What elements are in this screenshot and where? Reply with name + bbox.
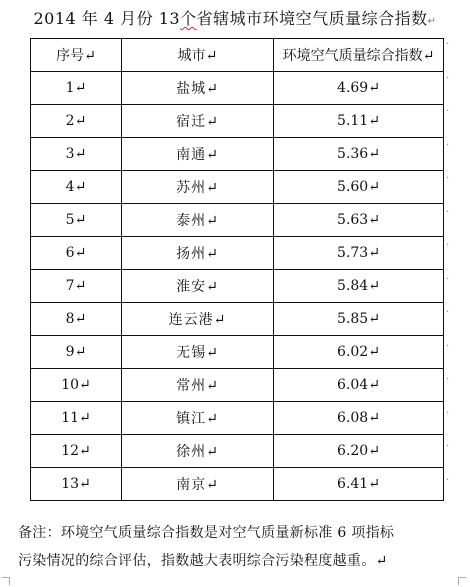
row-city: 徐州↵ [122, 435, 274, 468]
table-row [31, 204, 444, 237]
row-city: 无锡↵ [122, 336, 274, 369]
footnote-line-1: 备注：环境空气质量综合指数是对空气质量新标准 6 项指标 [18, 525, 395, 541]
table-row [31, 105, 444, 138]
header-index: 环境空气质量综合指数↵ [274, 39, 444, 72]
page-title [0, 6, 470, 29]
table-body [31, 72, 444, 501]
table-row [31, 138, 444, 171]
row-end-mark: · [446, 39, 450, 50]
table-row [31, 402, 444, 435]
row-city: 常州↵ [122, 369, 274, 402]
row-city: 扬州↵ [122, 237, 274, 270]
row-index-value: 5.73↵ [274, 237, 444, 270]
row-number: 10↵ [31, 369, 122, 402]
row-end-mark: · [446, 474, 450, 486]
row-end-marks [446, 38, 456, 507]
table-row [31, 270, 444, 303]
table-row [31, 468, 444, 501]
row-end-mark: · [446, 106, 450, 117]
air-quality-table [30, 38, 444, 501]
row-end-mark: · [446, 340, 450, 352]
row-number: 6↵ [31, 237, 122, 270]
row-index-value: 4.69↵ [274, 72, 444, 105]
row-end-mark: · [446, 407, 450, 419]
paragraph-mark: ↵ [427, 16, 437, 27]
header-number: 序号↵ [31, 39, 122, 72]
row-end-mark: · [446, 173, 450, 184]
row-index-value: 5.85↵ [274, 303, 444, 336]
row-city: 盐城↵ [122, 72, 274, 105]
row-number: 12↵ [31, 435, 122, 468]
row-end-mark: · [446, 273, 450, 285]
title-spellcheck-word: 个 [180, 9, 197, 28]
table-row [31, 171, 444, 204]
page-corner-mark-left [2, 577, 10, 585]
row-end-mark: · [446, 240, 450, 251]
row-end-mark: · [446, 72, 450, 84]
row-city: 宿迁↵ [122, 105, 274, 138]
row-index-value: 6.04↵ [274, 369, 444, 402]
row-number: 1↵ [31, 72, 122, 105]
row-index-value: 6.20↵ [274, 435, 444, 468]
table-row [31, 336, 444, 369]
row-city: 南京↵ [122, 468, 274, 501]
table-header-row [31, 39, 444, 72]
row-index-value: 6.41↵ [274, 468, 444, 501]
table-row [31, 237, 444, 270]
footnote-line-2: 污染情况的综合评估，指数越大表明综合污染程度越重。↵ [18, 553, 388, 569]
row-index-value: 5.84↵ [274, 270, 444, 303]
row-end-mark: · [446, 441, 450, 452]
table-row [31, 303, 444, 336]
row-city: 连云港↵ [122, 303, 274, 336]
row-index-value: 6.02↵ [274, 336, 444, 369]
row-city: 泰州↵ [122, 204, 274, 237]
row-end-mark: · [446, 374, 450, 385]
page-corner-mark-right [458, 577, 466, 585]
row-index-value: 5.63↵ [274, 204, 444, 237]
row-city: 南通↵ [122, 138, 274, 171]
table-row [31, 369, 444, 402]
row-number: 4↵ [31, 171, 122, 204]
row-number: 7↵ [31, 270, 122, 303]
row-index-value: 5.60↵ [274, 171, 444, 204]
title-suffix: 省辖城市环境空气质量综合指数 [196, 9, 428, 28]
row-number: 13↵ [31, 468, 122, 501]
row-city: 淮安↵ [122, 270, 274, 303]
row-city: 苏州↵ [122, 171, 274, 204]
row-index-value: 5.36↵ [274, 138, 444, 171]
row-end-mark: · [446, 139, 450, 151]
header-city: 城市↵ [122, 39, 274, 72]
row-number: 9↵ [31, 336, 122, 369]
row-number: 2↵ [31, 105, 122, 138]
row-index-value: 6.08↵ [274, 402, 444, 435]
row-end-mark: · [446, 307, 450, 318]
footnote [18, 519, 463, 575]
row-number: 5↵ [31, 204, 122, 237]
table-row [31, 435, 444, 468]
row-city: 镇江↵ [122, 402, 274, 435]
title-prefix: 2014 年 4 月份 13 [33, 9, 181, 28]
row-number: 11↵ [31, 402, 122, 435]
row-number: 8↵ [31, 303, 122, 336]
row-end-mark: · [446, 206, 450, 218]
row-index-value: 5.11↵ [274, 105, 444, 138]
table-row [31, 72, 444, 105]
row-number: 3↵ [31, 138, 122, 171]
